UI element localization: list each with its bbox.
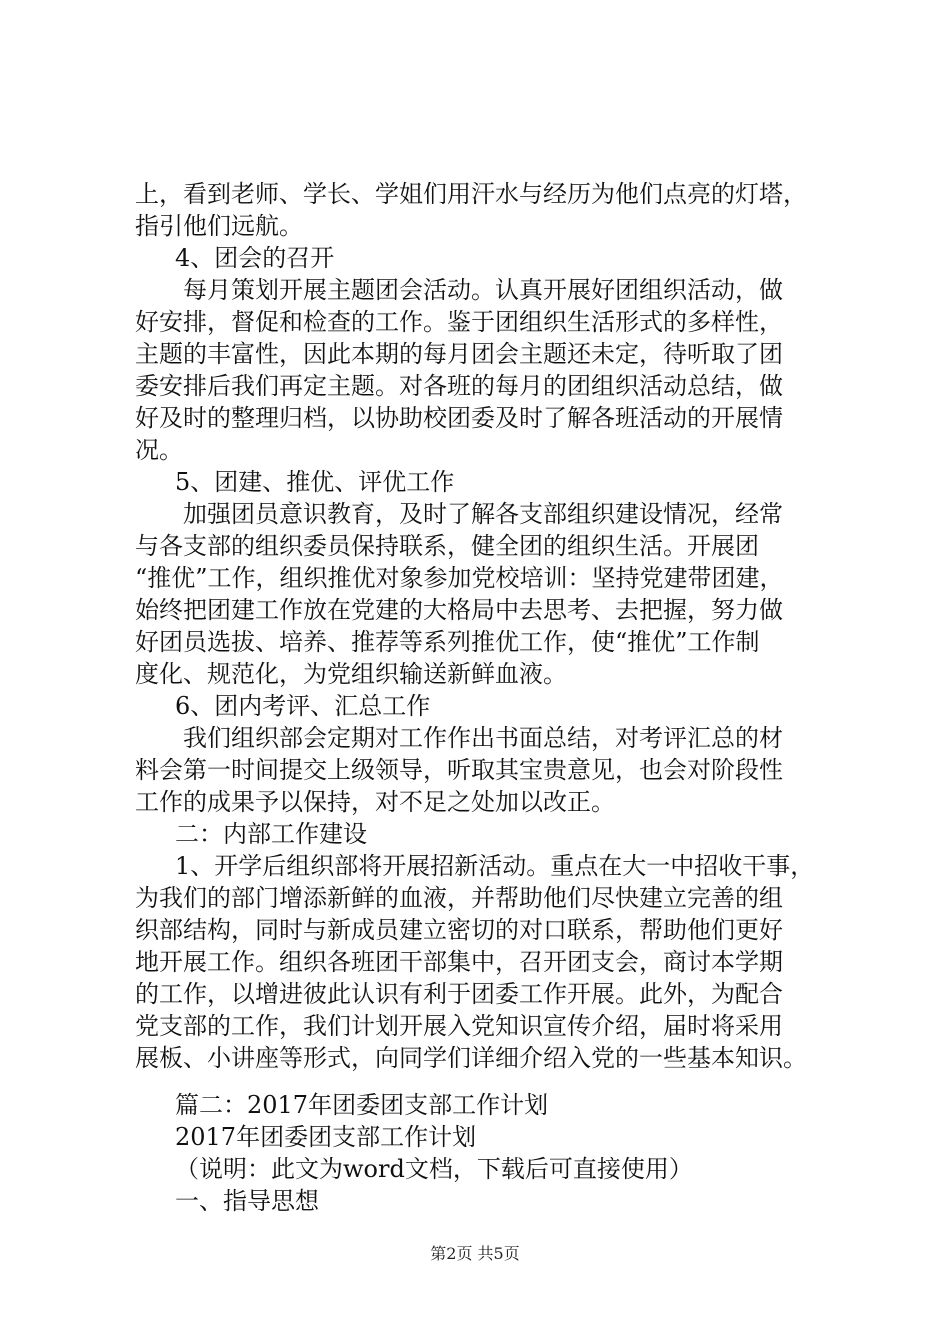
text-line: 好及时的整理归档，以协助校团委及时了解各班活动的开展情 [135, 404, 783, 432]
text-line: 始终把团建工作放在党建的大格局中去思考、去把握，努力做 [135, 596, 783, 624]
section-heading: 6、团内考评、汇总工作 [175, 692, 431, 720]
text-line: 度化、规范化，为党组织输送新鲜血液。 [135, 660, 567, 688]
text-line: 每月策划开展主题团会活动。认真开展好团组织活动，做 [183, 276, 783, 304]
text-line: 织部结构，同时与新成员建立密切的对口联系，帮助他们更好 [135, 916, 783, 944]
text-line: 工作的成果予以保持，对不足之处加以改正。 [135, 788, 615, 816]
text-line: 指引他们远航。 [135, 212, 303, 240]
text-line: 况。 [135, 436, 183, 464]
text-line: 上，看到老师、学长、学姐们用汗水与经历为他们点亮的灯塔， [135, 180, 807, 208]
text-line: 主题的丰富性，因此本期的每月团会主题还未定，待听取了团 [135, 340, 783, 368]
text-line: 的工作，以增进彼此认识有利于团委工作开展。此外，为配合 [135, 980, 783, 1008]
text-line: 好团员选拔、培养、推荐等系列推优工作，使“推优”工作制 [135, 628, 760, 656]
section-heading: 一、指导思想 [175, 1187, 319, 1215]
text-line: 党支部的工作，我们计划开展入党知识宣传介绍，届时将采用 [135, 1012, 783, 1040]
text-line: 与各支部的组织委员保持联系，健全团的组织生活。开展团 [135, 532, 759, 560]
text-line: 为我们的部门增添新鲜的血液，并帮助他们尽快建立完善的组 [135, 884, 783, 912]
text-line: 展板、小讲座等形式，向同学们详细介绍入党的一些基本知识。 [135, 1044, 807, 1072]
article-title: 篇二：2017年团委团支部工作计划 [175, 1091, 549, 1119]
text-line: 委安排后我们再定主题。对各班的每月的团组织活动总结，做 [135, 372, 783, 400]
section-heading: 5、团建、推优、评优工作 [175, 468, 455, 496]
page-number-footer: 第2页 共5页 [430, 1244, 520, 1263]
text-line: 1、开学后组织部将开展招新活动。重点在大一中招收干事， [175, 852, 815, 880]
article-subtitle: 2017年团委团支部工作计划 [175, 1123, 477, 1151]
section-heading: 4、团会的召开 [175, 244, 335, 272]
text-line: 好安排，督促和检查的工作。鉴于团组织生活形式的多样性， [135, 308, 783, 336]
note-line: （说明：此文为word文档，下载后可直接使用） [175, 1155, 693, 1183]
section-heading: 二：内部工作建设 [175, 820, 367, 848]
text-line: 地开展工作。组织各班团干部集中，召开团支会，商讨本学期 [135, 948, 783, 976]
text-line: “推优”工作，组织推优对象参加党校培训：坚持党建带团建， [135, 564, 784, 592]
text-line: 我们组织部会定期对工作作出书面总结，对考评汇总的材 [183, 724, 783, 752]
text-line: 加强团员意识教育，及时了解各支部组织建设情况，经常 [183, 500, 783, 528]
text-line: 料会第一时间提交上级领导，听取其宝贵意见，也会对阶段性 [135, 756, 783, 784]
